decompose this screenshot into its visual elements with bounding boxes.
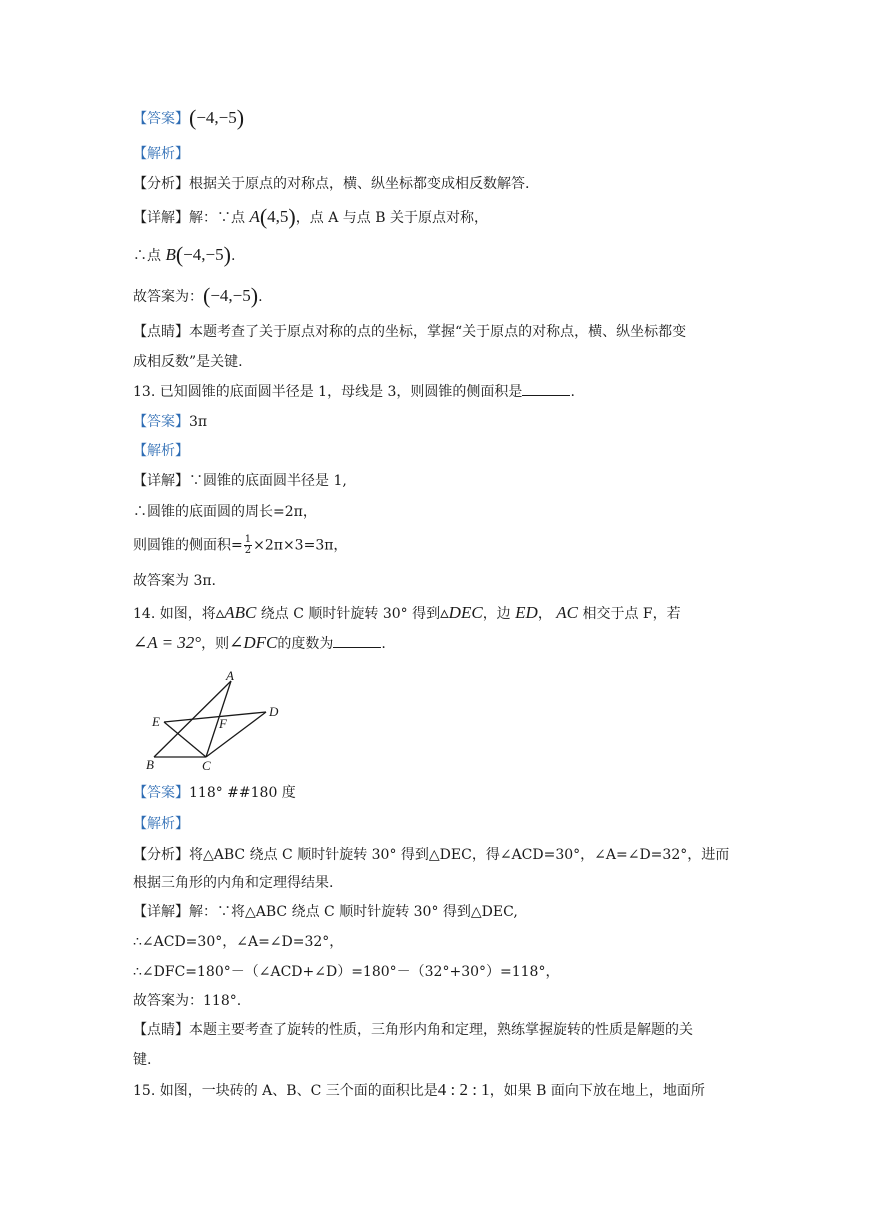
q13-line-4-text: 故答案为 3π. xyxy=(133,573,217,589)
point-b-label: B xyxy=(165,245,176,264)
q12-fenxi-line xyxy=(133,174,529,194)
q13-answer-line xyxy=(133,412,207,432)
q14-stem2-end: . xyxy=(381,636,386,652)
q12-final-prefix: 故答案为： xyxy=(133,289,203,305)
q12-detail-a: 解：∵点 xyxy=(189,210,250,226)
answer-blank xyxy=(522,383,570,396)
q14-stem-line-2 xyxy=(133,633,386,654)
q14-line-3 xyxy=(133,962,559,982)
q14-comment-line-2 xyxy=(133,1050,151,1070)
q13-stem-text: 13. 已知圆锥的底面圆半径是 1，母线是 3，则圆锥的侧面积是 xyxy=(133,384,523,400)
segment-ed-line xyxy=(164,712,266,722)
q12-final-end: . xyxy=(258,289,263,305)
q14-analysis-tag-line xyxy=(133,814,189,834)
q12-comment-1: 本题考查了关于原点对称的点的坐标，掌握“关于原点的对称点，横、纵坐标都变 xyxy=(189,324,687,340)
area-ratio: 4 : 2 : 1 xyxy=(437,1080,490,1099)
q12-therefore-line xyxy=(133,242,236,267)
q13-line-3-a: 则圆锥的侧面积= xyxy=(133,537,243,554)
paren-close: ) xyxy=(236,105,245,130)
answer-tag: 【答案】 xyxy=(133,414,189,430)
q13-line-3-b: ×2π×3=3π， xyxy=(253,537,348,554)
q14-stem-a: 14. 如图，将 xyxy=(133,606,216,622)
q14-fenxi-1: 将△ABC 绕点 C 顺时针旋转 30° 得到△DEC，得∠ACD=30°，∠A=∠D=32°，进而 xyxy=(189,847,730,863)
q12-comment-line-1 xyxy=(133,322,686,342)
paren-open: ( xyxy=(189,105,197,130)
q13-line-4 xyxy=(133,571,216,591)
analysis-tag: 【解析】 xyxy=(133,146,189,162)
detail-tag: 【详解】 xyxy=(133,473,189,489)
q13-stem-end: . xyxy=(570,384,575,400)
q13-answer: 3π xyxy=(189,414,208,430)
analysis-tag: 【解析】 xyxy=(133,816,189,832)
answer-tag: 【答案】 xyxy=(133,785,189,801)
segment-ed: ED xyxy=(515,603,538,622)
q12-detail-line xyxy=(133,204,488,229)
q12-fenxi-text: 根据关于原点的对称点，横、纵坐标都变成相反数解答. xyxy=(189,176,530,192)
label-a: A xyxy=(226,668,234,683)
paren-open: ( xyxy=(203,283,211,308)
segment-dc xyxy=(206,712,266,757)
q14-stem2-a: ，则 xyxy=(201,636,230,652)
q13-line-3 xyxy=(133,535,347,556)
q14-fenxi-line-1 xyxy=(133,845,729,865)
paren-close: ) xyxy=(288,204,296,229)
q12-final-line xyxy=(133,283,263,308)
q14-stem-d: ， xyxy=(537,606,557,622)
q12-comment-2: 成相反数”是关键. xyxy=(133,354,243,370)
q14-detail-line xyxy=(133,902,518,922)
q12-answer-value: −4,−5 xyxy=(196,108,237,127)
q14-comment-line-1 xyxy=(133,1020,693,1040)
label-c: C xyxy=(202,758,211,773)
label-d: D xyxy=(269,704,279,719)
detail-tag: 【详解】 xyxy=(133,904,189,920)
fenxi-tag: 【分析】 xyxy=(133,176,189,192)
point-a-coords: 4,5 xyxy=(267,207,289,226)
comment-tag: 【点睛】 xyxy=(133,1022,189,1038)
q14-detail-1: 解：∵将△ABC 绕点 C 顺时针旋转 30° 得到△DEC, xyxy=(189,904,518,920)
q13-detail-line xyxy=(133,471,347,491)
q12-final-value: −4,−5 xyxy=(210,286,251,305)
q12-therefore-text: ∴点 xyxy=(133,248,166,264)
rotation-figure xyxy=(140,668,290,778)
q14-line-4 xyxy=(133,991,241,1011)
detail-tag: 【详解】 xyxy=(133,210,189,226)
analysis-tag: 【解析】 xyxy=(133,443,189,459)
paren-close: ) xyxy=(250,283,259,308)
answer-blank xyxy=(333,635,381,648)
fraction-numerator: 1 xyxy=(244,534,252,545)
q14-answer-line xyxy=(133,783,296,803)
fenxi-tag: 【分析】 xyxy=(133,847,189,863)
answer-tag: 【答案】 xyxy=(133,111,189,127)
q12-comment-line-2 xyxy=(133,352,243,372)
fraction-denominator: 2 xyxy=(244,545,252,556)
label-b: B xyxy=(146,757,154,772)
q14-line-3-text: ∴∠DFC=180°－（∠ACD+∠D）=180°－（32°+30°）=118°， xyxy=(133,964,560,980)
q14-stem-c: ，边 xyxy=(482,606,516,622)
label-e: E xyxy=(152,714,160,729)
q12-therefore-end: . xyxy=(230,248,236,264)
q12-analysis-tag-line xyxy=(133,144,189,164)
angle-dfc: ∠DFC xyxy=(229,633,278,652)
q14-fenxi-line-2 xyxy=(133,873,333,893)
q14-line-2-text: ∴∠ACD=30°，∠A=∠D=32°， xyxy=(133,934,344,950)
q14-comment-2: 键. xyxy=(133,1052,152,1068)
q14-stem-line-1 xyxy=(133,603,681,624)
triangle-dec: ▵DEC xyxy=(440,603,483,622)
triangle-abc: ▵ABC xyxy=(215,603,257,622)
q14-comment-1: 本题主要考查了旋转的性质，三角形内角和定理，熟练掌握旋转的性质是解题的关 xyxy=(189,1022,693,1038)
q13-detail-1: ∵圆锥的底面圆半径是 1, xyxy=(189,473,347,489)
paren-open: ( xyxy=(175,242,184,267)
q13-line-2-text: ∴圆锥的底面圆的周长=2π， xyxy=(133,504,317,520)
label-f: F xyxy=(219,716,227,731)
comment-tag: 【点睛】 xyxy=(133,324,189,340)
q15-stem-a: 15. 如图，一块砖的 A、B、C 三个面的面积比是 xyxy=(133,1083,438,1099)
one-half-fraction xyxy=(244,535,252,556)
q14-fenxi-2: 根据三角形的内角和定理得结果. xyxy=(133,875,334,891)
q13-stem xyxy=(133,382,575,402)
q12-detail-b: ，点 A 与点 B 关于原点对称， xyxy=(295,210,488,226)
q13-line-2 xyxy=(133,502,317,522)
q15-stem-b: ，如果 B 面向下放在地上，地面所 xyxy=(489,1083,705,1099)
q14-stem2-b: 的度数为 xyxy=(277,636,334,652)
q14-stem-e: 相交于点 F，若 xyxy=(578,606,681,622)
q14-line-4-text: 故答案为：118°. xyxy=(133,993,242,1009)
paren-open: ( xyxy=(259,204,268,229)
q12-answer-line xyxy=(133,105,245,130)
q13-analysis-tag-line xyxy=(133,441,189,461)
point-a-label: A xyxy=(249,207,260,226)
q15-stem xyxy=(133,1080,705,1101)
q14-answer: 118° ##180 度 xyxy=(189,785,296,801)
angle-a-equation: ∠A = 32° xyxy=(133,633,202,652)
paren-close: ) xyxy=(223,242,231,267)
q14-stem-b: 绕点 C 顺时针旋转 30° 得到 xyxy=(256,606,441,622)
point-b-coords: −4,−5 xyxy=(183,245,224,264)
segment-ac: AC xyxy=(556,603,578,622)
q14-line-2 xyxy=(133,932,343,952)
